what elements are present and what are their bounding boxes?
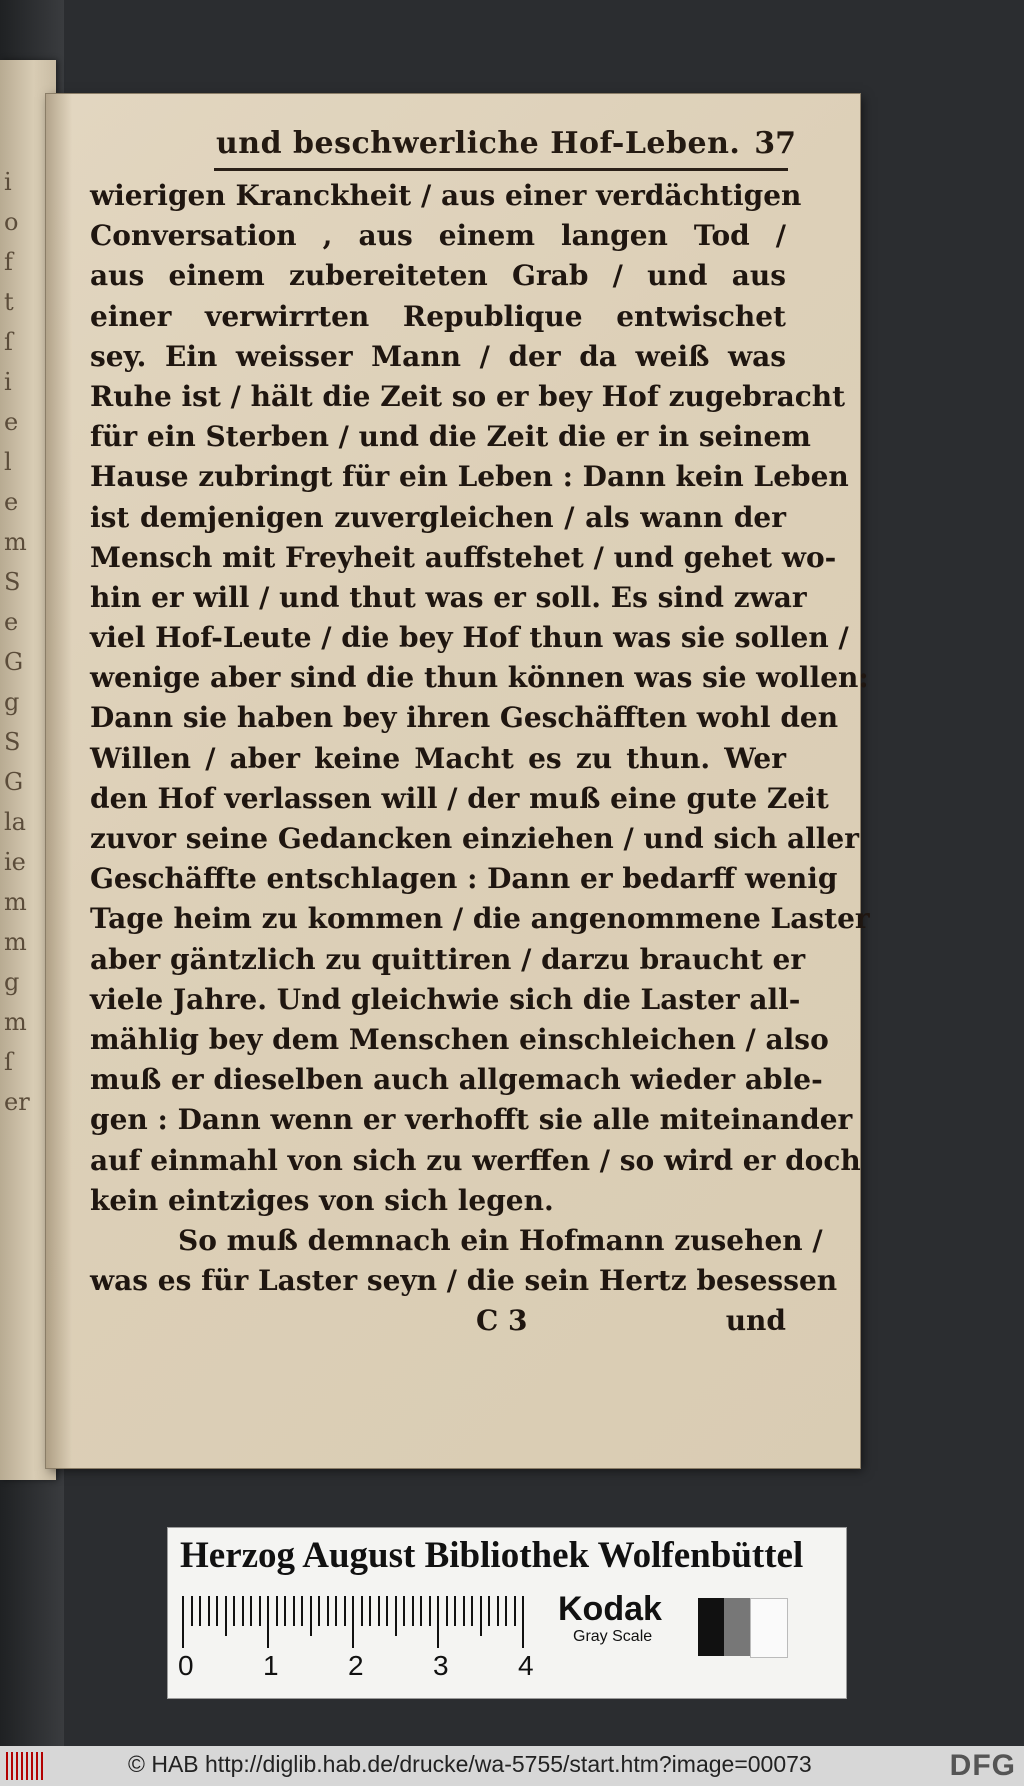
previous-page-glyph: l	[4, 448, 12, 476]
ruler-tick	[335, 1596, 337, 1626]
previous-page-glyph: g	[4, 968, 20, 996]
text-line: hin er will / und thut was er soll. Es sind zwar	[90, 580, 807, 614]
previous-page-glyph: o	[4, 208, 19, 236]
text-line: So muß demnach ein Hofmann zusehen /	[178, 1223, 823, 1257]
previous-page-glyph: G	[4, 768, 24, 796]
running-title: und beschwerliche Hof-Leben.	[216, 126, 741, 161]
ruler-tick	[267, 1596, 269, 1648]
text-line: kein eintziges von sich legen.	[90, 1183, 554, 1217]
previous-page-glyph: e	[4, 488, 19, 516]
ruler-tick	[369, 1596, 371, 1626]
ruler-tick	[522, 1596, 524, 1648]
barcode-icon	[6, 1752, 46, 1780]
kodak-logo: Kodak	[558, 1590, 662, 1628]
text-line: zuvor seine Gedancken einziehen / und sich aller	[90, 822, 860, 855]
text-line: viele Jahre. Und gleichwie sich die Laster all-	[90, 982, 801, 1016]
ruler-tick	[216, 1596, 218, 1626]
ruler-tick	[182, 1596, 184, 1648]
ruler-tick	[352, 1596, 354, 1648]
previous-page-glyph: ſ	[4, 1048, 13, 1076]
text-line: aber gäntzlich zu quittiren / darzu braucht er	[90, 942, 806, 976]
previous-page-glyph: m	[4, 888, 27, 916]
previous-page-glyph: e	[4, 408, 19, 436]
library-name: Herzog August Bibliothek Wolfenbüttel	[180, 1535, 804, 1576]
text-line: wenige aber sind die thun können was sie wollen:	[90, 661, 869, 695]
dfg-logo: DFG	[949, 1749, 1016, 1782]
previous-page-glyph: i	[4, 368, 12, 396]
ruler-tick	[514, 1596, 516, 1626]
ruler-tick	[454, 1596, 456, 1626]
page-footer	[476, 1304, 786, 1344]
previous-page-glyph: m	[4, 928, 27, 956]
ruler-tick	[403, 1596, 405, 1626]
text-line: Geschäffte entschlagen : Dann er bedarff wenig	[90, 862, 838, 896]
header-rule	[214, 168, 788, 171]
previous-page-glyph: i	[4, 168, 12, 196]
text-line: Conversation , aus einem langen Tod /	[90, 219, 786, 253]
previous-page-glyph: t	[4, 288, 14, 316]
previous-page-glyph: m	[4, 1008, 27, 1036]
gray-patch-mid	[724, 1598, 750, 1656]
previous-page-glyph: ie	[4, 848, 26, 876]
text-line: Mensch mit Freyheit auffstehet / und gehet wo-	[90, 540, 837, 574]
previous-page-glyph: G	[4, 648, 24, 676]
ruler-tick	[361, 1596, 363, 1626]
signature-mark: C 3	[476, 1304, 528, 1337]
ruler-tick	[480, 1596, 482, 1636]
body-text	[90, 176, 870, 1301]
ruler	[182, 1596, 532, 1652]
text-line: Dann sie haben bey ihren Geschäfften wohl den	[90, 701, 839, 735]
ruler-labels	[178, 1650, 538, 1686]
text-line: auf einmahl von sich zu werffen / so wird er doch	[90, 1143, 861, 1177]
ruler-tick	[208, 1596, 210, 1626]
text-line: mählig bey dem Menschen einschleichen / also	[90, 1022, 829, 1056]
ruler-tick	[276, 1596, 278, 1626]
ruler-label: 3	[433, 1650, 449, 1681]
text-line: ist demjenigen zuvergleichen / als wann der	[90, 500, 786, 534]
previous-page-glyph: S	[4, 728, 21, 756]
ruler-tick	[199, 1596, 201, 1626]
previous-page-glyph: ſ	[4, 328, 13, 356]
ruler-tick	[437, 1596, 439, 1648]
gray-patch-black	[698, 1598, 724, 1656]
previous-page-glyph: er	[4, 1088, 30, 1116]
ruler-tick	[412, 1596, 414, 1626]
ruler-tick	[395, 1596, 397, 1636]
previous-page-glyph: S	[4, 568, 21, 596]
ruler-tick	[259, 1596, 261, 1626]
ruler-tick	[378, 1596, 380, 1626]
page-header	[216, 126, 796, 174]
ruler-label: 4	[518, 1650, 534, 1681]
previous-page-glyph: f	[4, 248, 13, 276]
text-line: einer verwirrten Republique entwischet	[90, 299, 786, 333]
gray-scale-label: Gray Scale	[573, 1628, 653, 1645]
ruler-label: 2	[348, 1650, 364, 1681]
text-line: was es für Laster seyn / die sein Hertz besessen	[90, 1264, 838, 1298]
ruler-tick	[488, 1596, 490, 1626]
ruler-tick	[301, 1596, 303, 1626]
ruler-tick	[191, 1596, 193, 1626]
text-line: Willen / aber keine Macht es zu thun. Wer	[90, 741, 786, 775]
text-line: viel Hof-Leute / die bey Hof thun was sie sollen /	[90, 621, 849, 655]
ruler-tick	[225, 1596, 227, 1636]
previous-page-glyph: e	[4, 608, 19, 636]
ruler-tick	[318, 1596, 320, 1626]
ruler-tick	[233, 1596, 235, 1626]
ruler-tick	[386, 1596, 388, 1626]
ruler-tick	[327, 1596, 329, 1626]
ruler-tick	[471, 1596, 473, 1626]
text-line: für ein Sterben / und die Zeit die er in seinem	[90, 420, 811, 454]
ruler-tick	[250, 1596, 252, 1626]
catchword: und	[725, 1304, 786, 1337]
ruler-tick	[310, 1596, 312, 1636]
previous-page-glyph: m	[4, 528, 27, 556]
ruler-tick	[344, 1596, 346, 1626]
text-line: gen : Dann wenn er verhofft sie alle miteinander	[90, 1103, 853, 1137]
text-line: aus einem zubereiteten Grab / und aus	[90, 259, 786, 293]
ruler-tick	[420, 1596, 422, 1626]
gray-patch-white	[750, 1598, 788, 1658]
text-line: den Hof verlassen will / der muß eine gute Zeit	[90, 781, 829, 815]
ruler-label: 0	[178, 1650, 194, 1681]
ruler-tick	[429, 1596, 431, 1626]
color-scale-card	[168, 1528, 846, 1698]
previous-page-glyph: g	[4, 688, 20, 716]
text-line: Tage heim zu kommen / die angenommene Laster	[90, 902, 870, 936]
text-line: Hause zubringt für ein Leben : Dann kein Leben	[90, 460, 849, 494]
book-page	[46, 94, 870, 1468]
source-link[interactable]: © HAB http://diglib.hab.de/drucke/wa-5755/start.htm?image=00073	[128, 1751, 812, 1777]
text-line: Ruhe ist / hält die Zeit so er bey Hof zugebracht	[90, 379, 846, 413]
ruler-tick	[497, 1596, 499, 1626]
ruler-tick	[463, 1596, 465, 1626]
ruler-tick	[505, 1596, 507, 1626]
ruler-tick	[293, 1596, 295, 1626]
ruler-tick	[284, 1596, 286, 1626]
previous-page-glyph: la	[4, 808, 26, 836]
page-number: 37	[754, 126, 796, 161]
ruler-tick	[446, 1596, 448, 1626]
text-line: muß er dieselben auch allgemach wieder able-	[90, 1063, 823, 1097]
text-line: sey. Ein weisser Mann / der da weiß was	[90, 339, 786, 373]
ruler-tick	[242, 1596, 244, 1626]
text-line: wierigen Kranckheit / aus einer verdächtigen	[90, 179, 802, 212]
viewer-footer	[0, 1746, 1024, 1786]
ruler-label: 1	[263, 1650, 279, 1681]
